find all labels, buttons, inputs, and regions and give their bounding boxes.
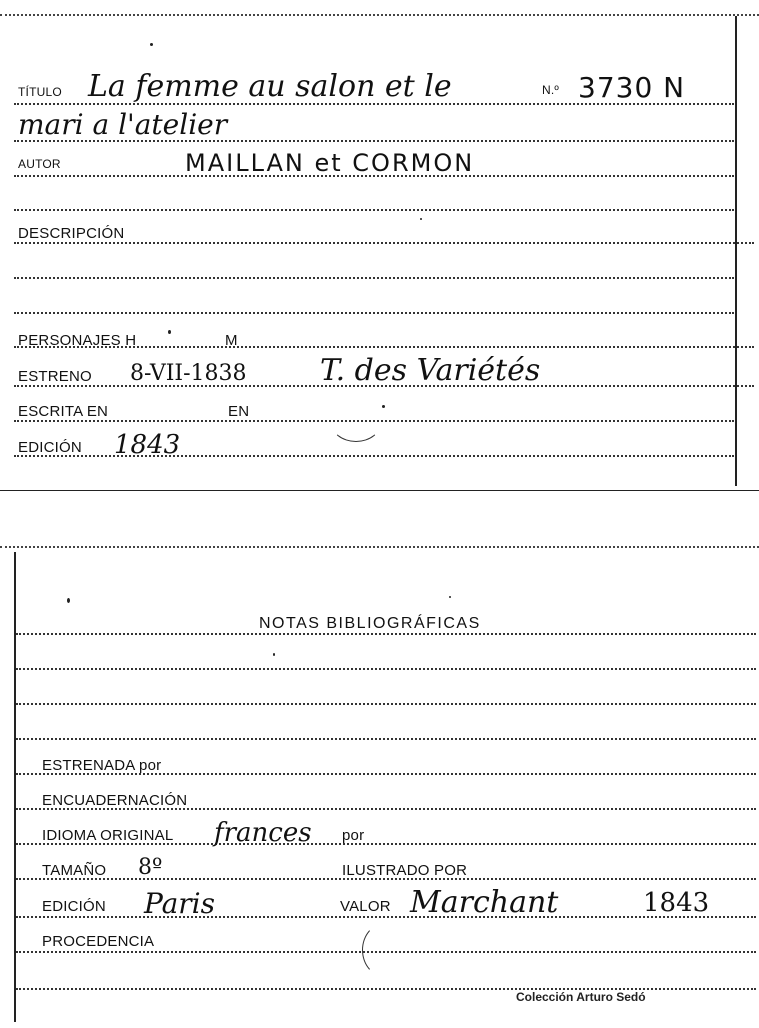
personajes-m-label: M [225,332,238,349]
speck [273,653,275,656]
autor-label: AUTOR [18,157,61,171]
notas-bibliograficas-heading: NOTAS BIBLIOGRÁFICAS [259,615,481,632]
card-bottom-border [0,490,759,491]
idioma-original-label: IDIOMA ORIGINAL [42,827,174,844]
descripcion-label: DESCRIPCIÓN [18,225,125,242]
autor-value: MAILLAN et CORMON [185,149,475,177]
year-value: 1843 [643,888,710,918]
speck [420,218,422,220]
rule-line [14,277,734,279]
catalog-card-top [0,0,759,492]
por-label: por [342,827,365,844]
speck [168,330,171,334]
numero-label: N.º [542,83,559,97]
estreno-label: ESTRENO [18,368,92,385]
estreno-date-value: 8-VII-1838 [130,361,247,386]
idioma-original-value: frances [214,818,312,848]
personajes-label: PERSONAJES H [18,332,137,349]
titulo-label: TÍTULO [18,85,62,99]
punch-hole-mark [362,923,408,977]
speck [150,43,153,46]
escrita-en-label: ESCRITA EN [18,403,109,420]
card-top-edge [0,14,759,16]
escrita-en-2-label: EN [228,403,250,420]
valor-value: Marchant [410,885,559,920]
numero-value: 3730 N [578,71,686,104]
edicion-label: EDICIÓN [18,439,82,456]
encuadernacion-label: ENCUADERNACIÓN [42,792,188,809]
valor-label: VALOR [340,898,391,915]
estrenada-por-label: ESTRENADA por [42,757,162,774]
speck [382,405,385,408]
catalog-card-bottom [0,538,759,1028]
card-top-edge [0,546,759,548]
edicion-label: EDICIÓN [42,898,106,915]
edicion-value: Paris [144,887,215,920]
estreno-theatre-value: T. des Variétés [320,353,541,388]
rule-line [14,209,734,211]
rule-line [14,242,754,244]
ilustrado-por-label: ILUSTRADO POR [342,862,468,879]
rule-line [16,703,756,705]
speck [449,596,451,598]
punch-hole-mark [330,400,382,442]
speck [67,598,70,603]
collection-footer: Colección Arturo Sedó [516,990,646,1004]
rule-line [16,738,756,740]
titulo-value: La femme au salon et le [88,69,452,104]
tamano-label: TAMAÑO [42,862,107,879]
edicion-value: 1843 [114,430,181,460]
rule-line [16,633,756,635]
tamano-value: 8º [138,855,163,880]
rule-line [14,312,734,314]
titulo-value-line2: mari a l'atelier [18,108,228,141]
rule-line [16,668,756,670]
procedencia-label: PROCEDENCIA [42,933,155,950]
card-right-border [735,16,737,486]
